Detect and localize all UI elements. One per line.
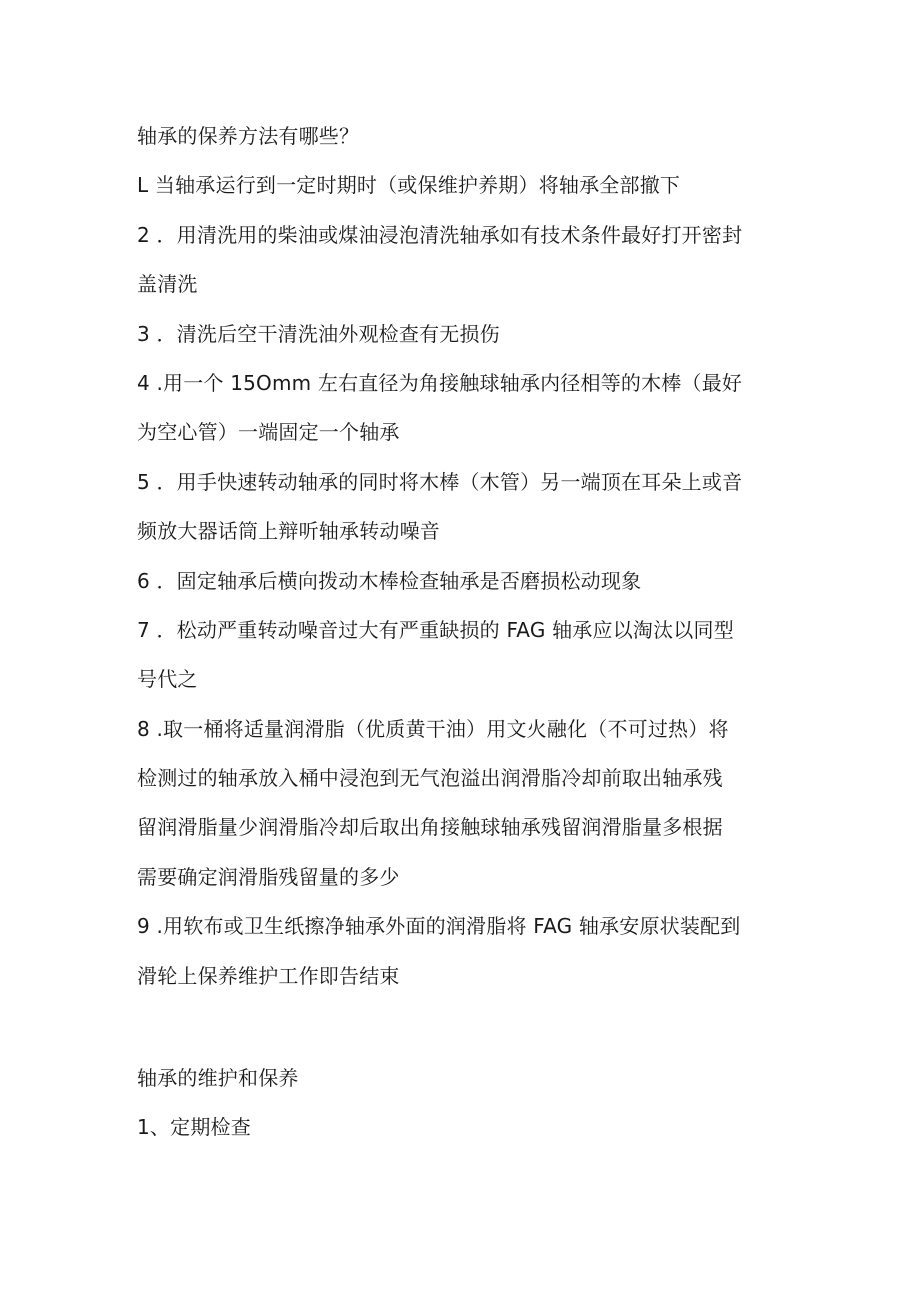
section-heading: 轴承的保养方法有哪些？ [137, 124, 360, 148]
paragraph-line: 9 .用软布或卫生纸擦净轴承外面的润滑脂将 FAG 轴承安原状装配到 [137, 914, 741, 939]
paragraph-line: 6 ．固定轴承后横向拨动木棒检查轴承是否磨损松动现象 [137, 568, 642, 593]
paragraph-line: 5 ．用手快速转动轴承的同时将木棒（木管）另一端顶在耳朵上或音 [137, 469, 743, 494]
section-heading: 轴承的维护和保养 [137, 1066, 299, 1090]
paragraph-line: 7 ．松动严重转动噪音过大有严重缺损的 FAG 轴承应以淘汰以同型 [137, 617, 734, 642]
paragraph-line: 盖清洗 [137, 272, 198, 297]
section-bearing-care [137, 1054, 787, 1153]
paragraph-line: 为空心管）一端固定一个轴承 [137, 420, 400, 445]
paragraph-line: 1、定期检查 [137, 1115, 251, 1140]
paragraph-line: 滑轮上保养维护工作即告结束 [137, 963, 400, 988]
paragraph-line: 2 ．用清洗用的柴油或煤油浸泡清洗轴承如有技术条件最好打开密封 [137, 222, 743, 247]
paragraph-line: 留润滑脂量少润滑脂冷却后取出角接触球轴承残留润滑脂量多根据 [137, 815, 723, 840]
paragraph-line: 8 .取一桶将适量润滑脂（优质黄干油）用文火融化（不可过热）将 [137, 716, 729, 741]
paragraph-line: 频放大器话筒上辩听轴承转动噪音 [137, 519, 440, 544]
paragraph-line: 需要确定润滑脂残留量的多少 [137, 864, 400, 889]
paragraph-line: L 当轴承运行到一定时期时（或保维护养期）将轴承全部撤下 [137, 173, 681, 198]
paragraph-line: 检测过的轴承放入桶中浸泡到无气泡溢出润滑脂冷却前取出轴承残 [137, 766, 723, 791]
paragraph-line: 4 .用一个 15Omm 左右直径为角接触球轴承内径相等的木棒（最好 [137, 370, 743, 395]
section-bearing-maintenance-methods [137, 112, 787, 1001]
paragraph-line: 3 ．清洗后空干清洗油外观检查有无损伤 [137, 321, 500, 346]
paragraph-line: 号代之 [137, 667, 198, 692]
